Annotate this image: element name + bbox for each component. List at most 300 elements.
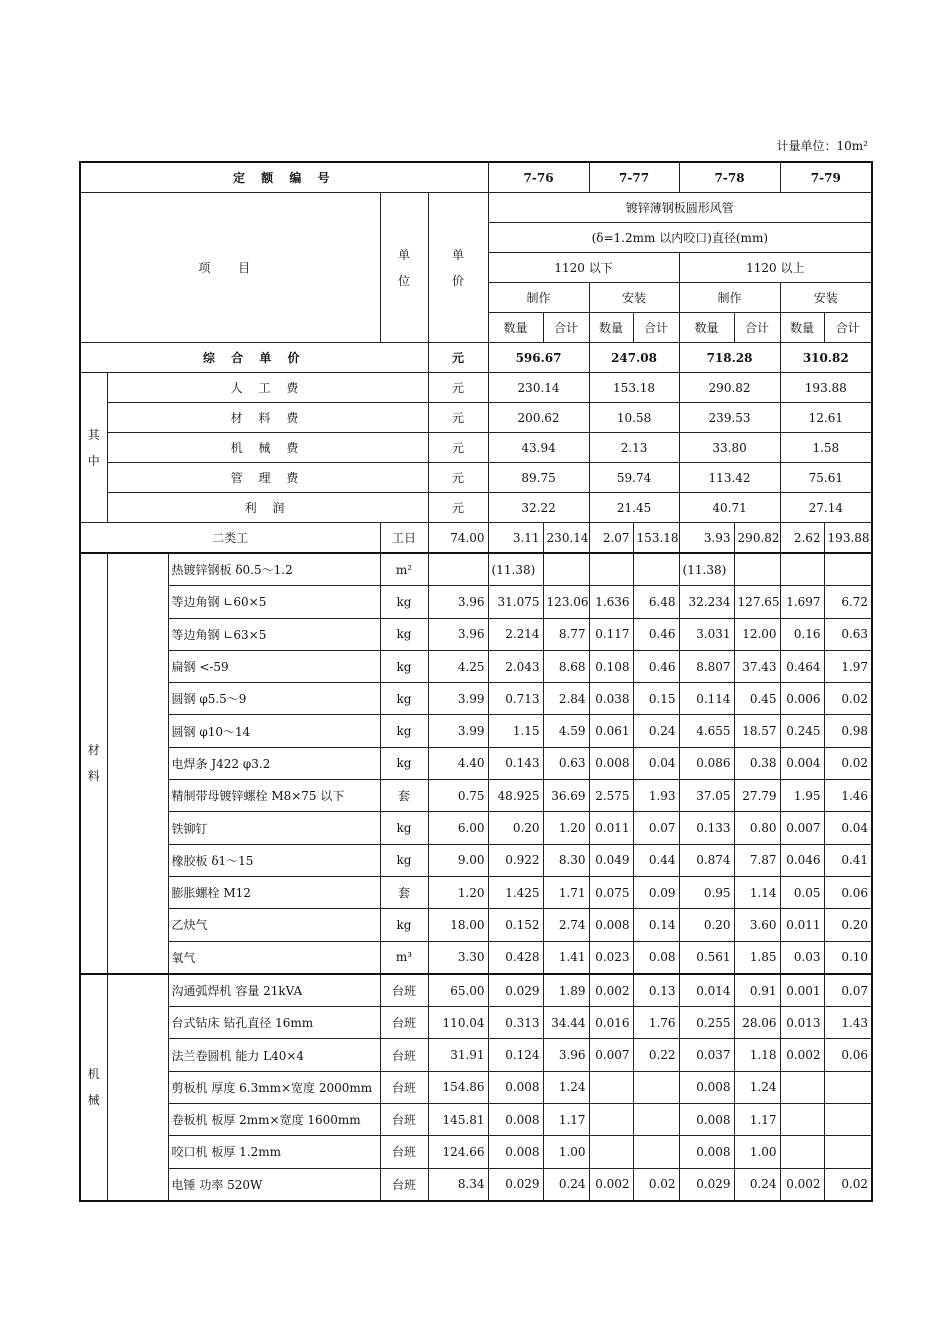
table-row	[80, 844, 872, 876]
product-subtitle: (δ=1.2mm 以内咬口)直径(mm)	[488, 223, 872, 253]
machinery-cell: 1.24	[734, 1071, 780, 1103]
materials-price: 3.99	[428, 715, 488, 747]
machinery-cell: 0.016	[589, 1007, 633, 1039]
materials-name: 扁钢 <-59	[168, 650, 380, 682]
materials-cell: (11.38)	[488, 553, 543, 586]
qty-header: 数量	[679, 313, 734, 343]
breakdown-unit: 元	[428, 463, 488, 493]
machinery-cell: 0.002	[589, 1168, 633, 1201]
materials-cell: 1.97	[824, 650, 872, 682]
breakdown-item: 人 工 费	[107, 373, 428, 403]
materials-cell: 0.09	[633, 876, 679, 908]
qty-header: 数量	[780, 313, 824, 343]
table-row	[80, 373, 872, 403]
materials-cell: 0.02	[824, 747, 872, 779]
materials-cell: 0.03	[780, 941, 824, 974]
machinery-cell: 0.029	[488, 974, 543, 1007]
machinery-cell: 0.002	[589, 974, 633, 1007]
table-row	[80, 812, 872, 844]
composite-unit: 元	[428, 343, 488, 373]
machinery-cell: 1.17	[734, 1104, 780, 1136]
breakdown-value: 32.22	[488, 493, 589, 523]
labor-cell: 230.14	[543, 523, 589, 554]
materials-cell: 1.71	[543, 876, 589, 908]
machinery-cell: 1.00	[734, 1136, 780, 1168]
sum-header: 合计	[824, 313, 872, 343]
materials-unit: kg	[380, 715, 428, 747]
materials-cell	[589, 553, 633, 586]
machinery-cell: 0.002	[780, 1039, 824, 1071]
labor-cell: 3.93	[679, 523, 734, 554]
materials-cell: 1.95	[780, 780, 824, 812]
materials-unit: kg	[380, 812, 428, 844]
table-row	[80, 1168, 872, 1201]
materials-cell: 2.84	[543, 683, 589, 715]
materials-cell: 0.061	[589, 715, 633, 747]
quota-code: 7-77	[589, 162, 679, 193]
operation-header: 制作	[488, 283, 589, 313]
materials-cell: 4.59	[543, 715, 589, 747]
materials-cell: 1.41	[543, 941, 589, 974]
breakdown-value: 193.88	[780, 373, 872, 403]
table-row	[80, 553, 872, 586]
machinery-price: 65.00	[428, 974, 488, 1007]
materials-cell: 0.95	[679, 876, 734, 908]
materials-cell: 37.05	[679, 780, 734, 812]
composite-price: 247.08	[589, 343, 679, 373]
machinery-cell: 0.008	[679, 1136, 734, 1168]
breakdown-value: 113.42	[679, 463, 780, 493]
materials-cell: 0.007	[780, 812, 824, 844]
machinery-name: 电锤 功率 520W	[168, 1168, 380, 1201]
materials-cell: 0.46	[633, 618, 679, 650]
materials-cell	[633, 553, 679, 586]
table-row	[80, 941, 872, 974]
materials-cell: 32.234	[679, 586, 734, 618]
breakdown-unit: 元	[428, 493, 488, 523]
breakdown-group-label: 其 中	[80, 373, 107, 523]
materials-unit: kg	[380, 618, 428, 650]
table-row	[80, 403, 872, 433]
machinery-cell: 0.255	[679, 1007, 734, 1039]
table-row	[80, 909, 872, 941]
machinery-name: 卷板机 板厚 2mm×宽度 1600mm	[168, 1104, 380, 1136]
materials-unit: kg	[380, 909, 428, 941]
materials-unit: kg	[380, 650, 428, 682]
breakdown-value: 27.14	[780, 493, 872, 523]
materials-cell: 0.80	[734, 812, 780, 844]
machinery-cell	[780, 1104, 824, 1136]
materials-price: 3.96	[428, 618, 488, 650]
materials-unit: 套	[380, 876, 428, 908]
machinery-cell: 0.002	[780, 1168, 824, 1201]
machinery-cell: 0.029	[488, 1168, 543, 1201]
materials-cell: 0.41	[824, 844, 872, 876]
materials-cell: 0.46	[633, 650, 679, 682]
materials-cell: 8.77	[543, 618, 589, 650]
materials-cell: 0.08	[633, 941, 679, 974]
machinery-group-label: 机 械	[80, 974, 107, 1201]
materials-cell: 0.20	[679, 909, 734, 941]
machinery-unit: 台班	[380, 1007, 428, 1039]
materials-cell: 0.046	[780, 844, 824, 876]
materials-cell: 4.655	[679, 715, 734, 747]
breakdown-value: 43.94	[488, 433, 589, 463]
table-row	[80, 683, 872, 715]
qty-header: 数量	[488, 313, 543, 343]
materials-name: 圆钢 φ10～14	[168, 715, 380, 747]
materials-cell: 0.086	[679, 747, 734, 779]
breakdown-value: 290.82	[679, 373, 780, 403]
materials-price: 0.75	[428, 780, 488, 812]
materials-cell: 0.133	[679, 812, 734, 844]
materials-cell: 0.04	[633, 747, 679, 779]
materials-cell: 123.06	[543, 586, 589, 618]
table-row	[80, 493, 872, 523]
table-row	[80, 162, 872, 193]
item-header: 项 目	[80, 193, 380, 343]
labor-cell: 2.07	[589, 523, 633, 554]
breakdown-value: 230.14	[488, 373, 589, 403]
materials-cell: 0.561	[679, 941, 734, 974]
breakdown-value: 33.80	[679, 433, 780, 463]
table-row	[80, 715, 872, 747]
machinery-unit: 台班	[380, 1136, 428, 1168]
labor-cell: 193.88	[824, 523, 872, 554]
materials-cell: 0.023	[589, 941, 633, 974]
labor-cell: 153.18	[633, 523, 679, 554]
sum-header: 合计	[734, 313, 780, 343]
materials-cell: 0.006	[780, 683, 824, 715]
unit-header: 单 位	[380, 193, 428, 343]
machinery-cell: 1.76	[633, 1007, 679, 1039]
materials-cell: 0.14	[633, 909, 679, 941]
machinery-cell	[633, 1071, 679, 1103]
materials-cell: 1.15	[488, 715, 543, 747]
materials-cell: 0.117	[589, 618, 633, 650]
materials-name: 精制带母镀锌螺栓 M8×75 以下	[168, 780, 380, 812]
materials-name: 氧气	[168, 941, 380, 974]
machinery-cell: 0.008	[488, 1104, 543, 1136]
machinery-cell: 0.008	[679, 1104, 734, 1136]
materials-cell: 0.428	[488, 941, 543, 974]
materials-cell: 0.63	[824, 618, 872, 650]
table-row	[80, 1039, 872, 1071]
quota-code-label: 定 额 编 号	[80, 162, 488, 193]
sum-header: 合计	[633, 313, 679, 343]
machinery-cell	[824, 1104, 872, 1136]
table-row	[80, 523, 872, 554]
table-row	[80, 876, 872, 908]
machinery-cell: 0.91	[734, 974, 780, 1007]
materials-cell: 6.72	[824, 586, 872, 618]
materials-price: 6.00	[428, 812, 488, 844]
breakdown-value: 40.71	[679, 493, 780, 523]
materials-cell: 1.697	[780, 586, 824, 618]
machinery-price: 145.81	[428, 1104, 488, 1136]
machinery-unit: 台班	[380, 1104, 428, 1136]
materials-cell: (11.38)	[679, 553, 734, 586]
materials-cell: 0.44	[633, 844, 679, 876]
materials-name: 铁铆钉	[168, 812, 380, 844]
materials-cell: 0.04	[824, 812, 872, 844]
materials-cell: 0.038	[589, 683, 633, 715]
machinery-cell: 0.124	[488, 1039, 543, 1071]
materials-cell: 0.075	[589, 876, 633, 908]
machinery-cell: 0.008	[488, 1136, 543, 1168]
labor-unit: 工日	[380, 523, 428, 554]
table-row	[80, 747, 872, 779]
machinery-unit: 台班	[380, 1039, 428, 1071]
materials-cell: 0.16	[780, 618, 824, 650]
machinery-cell: 0.007	[589, 1039, 633, 1071]
table-row	[80, 1071, 872, 1103]
breakdown-value: 1.58	[780, 433, 872, 463]
measurement-unit-note: 计量单位：10m²	[776, 139, 868, 153]
quota-code: 7-78	[679, 162, 780, 193]
machinery-cell	[589, 1136, 633, 1168]
materials-cell: 8.30	[543, 844, 589, 876]
materials-unit: m²	[380, 553, 428, 586]
product-title: 镀锌薄钢板圆形风管	[488, 193, 872, 223]
materials-cell: 2.74	[543, 909, 589, 941]
materials-price: 3.96	[428, 586, 488, 618]
materials-cell: 36.69	[543, 780, 589, 812]
machinery-cell: 1.17	[543, 1104, 589, 1136]
machinery-cell: 34.44	[543, 1007, 589, 1039]
machinery-cell	[589, 1071, 633, 1103]
table-row	[80, 1136, 872, 1168]
labor-cell: 3.11	[488, 523, 543, 554]
machinery-cell: 0.037	[679, 1039, 734, 1071]
breakdown-value: 21.45	[589, 493, 679, 523]
materials-cell: 0.008	[589, 747, 633, 779]
materials-cell: 27.79	[734, 780, 780, 812]
materials-cell: 0.922	[488, 844, 543, 876]
materials-cell: 0.63	[543, 747, 589, 779]
machinery-cell: 0.014	[679, 974, 734, 1007]
materials-cell: 0.152	[488, 909, 543, 941]
materials-cell: 48.925	[488, 780, 543, 812]
materials-cell: 6.48	[633, 586, 679, 618]
materials-cell: 0.05	[780, 876, 824, 908]
materials-cell	[734, 553, 780, 586]
machinery-cell: 0.24	[543, 1168, 589, 1201]
materials-cell: 0.07	[633, 812, 679, 844]
table-row	[80, 343, 872, 373]
breakdown-item: 利 润	[107, 493, 428, 523]
machinery-cell: 0.013	[780, 1007, 824, 1039]
operation-header: 安装	[780, 283, 872, 313]
machinery-cell: 0.008	[488, 1071, 543, 1103]
materials-cell: 0.114	[679, 683, 734, 715]
materials-cell: 3.031	[679, 618, 734, 650]
composite-price-label: 综 合 单 价	[80, 343, 428, 373]
qty-header: 数量	[589, 313, 633, 343]
table-row	[80, 618, 872, 650]
machinery-cell	[633, 1136, 679, 1168]
table-row	[80, 433, 872, 463]
machinery-name: 咬口机 板厚 1.2mm	[168, 1136, 380, 1168]
breakdown-value: 2.13	[589, 433, 679, 463]
breakdown-value: 200.62	[488, 403, 589, 433]
materials-name: 乙炔气	[168, 909, 380, 941]
machinery-cell	[780, 1136, 824, 1168]
price-header: 单 价	[428, 193, 488, 343]
breakdown-item: 管 理 费	[107, 463, 428, 493]
materials-cell: 3.60	[734, 909, 780, 941]
materials-cell: 127.65	[734, 586, 780, 618]
machinery-cell: 0.02	[824, 1168, 872, 1201]
machinery-unit: 台班	[380, 974, 428, 1007]
machinery-cell: 1.18	[734, 1039, 780, 1071]
materials-cell: 0.38	[734, 747, 780, 779]
breakdown-item: 材 料 费	[107, 403, 428, 433]
breakdown-unit: 元	[428, 373, 488, 403]
materials-price	[428, 553, 488, 586]
materials-cell: 0.245	[780, 715, 824, 747]
machinery-cell: 0.029	[679, 1168, 734, 1201]
materials-name: 圆钢 φ5.5～9	[168, 683, 380, 715]
breakdown-value: 75.61	[780, 463, 872, 493]
materials-cell: 0.008	[589, 909, 633, 941]
materials-cell: 0.10	[824, 941, 872, 974]
materials-cell: 0.108	[589, 650, 633, 682]
materials-cell: 0.011	[589, 812, 633, 844]
materials-price: 18.00	[428, 909, 488, 941]
materials-price: 3.30	[428, 941, 488, 974]
machinery-price: 154.86	[428, 1071, 488, 1103]
materials-cell: 0.20	[488, 812, 543, 844]
machinery-cell: 0.313	[488, 1007, 543, 1039]
machinery-cell: 1.43	[824, 1007, 872, 1039]
machinery-cell: 0.008	[679, 1071, 734, 1103]
materials-cell: 0.15	[633, 683, 679, 715]
labor-cell: 290.82	[734, 523, 780, 554]
materials-name: 等边角钢 ∟63×5	[168, 618, 380, 650]
materials-price: 1.20	[428, 876, 488, 908]
composite-price: 718.28	[679, 343, 780, 373]
materials-cell: 12.00	[734, 618, 780, 650]
labor-name: 二类工	[80, 523, 380, 554]
table-row	[80, 586, 872, 618]
table-row	[80, 193, 872, 223]
materials-cell	[824, 553, 872, 586]
materials-cell: 18.57	[734, 715, 780, 747]
table-row	[80, 1007, 872, 1039]
labor-cell: 2.62	[780, 523, 824, 554]
materials-cell: 1.425	[488, 876, 543, 908]
table-row	[80, 463, 872, 493]
quota-code: 7-76	[488, 162, 589, 193]
materials-unit: m³	[380, 941, 428, 974]
machinery-cell	[824, 1071, 872, 1103]
sum-header: 合计	[543, 313, 589, 343]
materials-cell: 1.85	[734, 941, 780, 974]
machinery-cell: 1.24	[543, 1071, 589, 1103]
materials-spacer	[107, 553, 168, 974]
machinery-unit: 台班	[380, 1071, 428, 1103]
materials-cell: 2.043	[488, 650, 543, 682]
materials-cell: 0.011	[780, 909, 824, 941]
materials-name: 橡胶板 δ1～15	[168, 844, 380, 876]
quota-code: 7-79	[780, 162, 872, 193]
materials-cell	[543, 553, 589, 586]
materials-cell: 1.93	[633, 780, 679, 812]
materials-cell: 2.214	[488, 618, 543, 650]
machinery-cell	[780, 1071, 824, 1103]
materials-unit: kg	[380, 683, 428, 715]
materials-cell: 1.20	[543, 812, 589, 844]
table-row	[80, 780, 872, 812]
breakdown-value: 89.75	[488, 463, 589, 493]
materials-cell: 8.68	[543, 650, 589, 682]
materials-cell: 0.24	[633, 715, 679, 747]
machinery-price: 124.66	[428, 1136, 488, 1168]
materials-cell: 0.45	[734, 683, 780, 715]
materials-cell: 0.02	[824, 683, 872, 715]
breakdown-value: 153.18	[589, 373, 679, 403]
materials-name: 热镀锌钢板 δ0.5～1.2	[168, 553, 380, 586]
machinery-cell	[589, 1104, 633, 1136]
size-group: 1120 以上	[679, 253, 872, 283]
table-row	[80, 974, 872, 1007]
machinery-cell	[633, 1104, 679, 1136]
materials-name: 膨胀螺栓 M12	[168, 876, 380, 908]
materials-cell: 0.049	[589, 844, 633, 876]
machinery-name: 法兰卷圆机 能力 L40×4	[168, 1039, 380, 1071]
machinery-cell: 0.24	[734, 1168, 780, 1201]
materials-cell: 0.713	[488, 683, 543, 715]
materials-cell: 1.14	[734, 876, 780, 908]
machinery-price: 110.04	[428, 1007, 488, 1039]
machinery-name: 沟通弧焊机 容量 21kVA	[168, 974, 380, 1007]
machinery-unit: 台班	[380, 1168, 428, 1201]
materials-price: 4.40	[428, 747, 488, 779]
breakdown-unit: 元	[428, 403, 488, 433]
machinery-spacer	[107, 974, 168, 1201]
labor-price: 74.00	[428, 523, 488, 554]
breakdown-value: 59.74	[589, 463, 679, 493]
machinery-price: 31.91	[428, 1039, 488, 1071]
materials-cell: 0.874	[679, 844, 734, 876]
materials-cell: 31.075	[488, 586, 543, 618]
materials-cell: 0.20	[824, 909, 872, 941]
machinery-cell: 1.89	[543, 974, 589, 1007]
materials-cell	[780, 553, 824, 586]
machinery-cell: 1.00	[543, 1136, 589, 1168]
materials-cell: 0.06	[824, 876, 872, 908]
table-row	[80, 1104, 872, 1136]
breakdown-item: 机 械 费	[107, 433, 428, 463]
breakdown-value: 10.58	[589, 403, 679, 433]
machinery-cell: 0.001	[780, 974, 824, 1007]
materials-unit: kg	[380, 747, 428, 779]
materials-unit: 套	[380, 780, 428, 812]
breakdown-value: 12.61	[780, 403, 872, 433]
breakdown-unit: 元	[428, 433, 488, 463]
materials-price: 4.25	[428, 650, 488, 682]
materials-cell: 0.98	[824, 715, 872, 747]
machinery-cell: 0.22	[633, 1039, 679, 1071]
machinery-cell: 0.13	[633, 974, 679, 1007]
materials-cell: 37.43	[734, 650, 780, 682]
quota-table	[79, 161, 873, 1202]
composite-price: 596.67	[488, 343, 589, 373]
materials-cell: 1.46	[824, 780, 872, 812]
materials-name: 等边角钢 ∟60×5	[168, 586, 380, 618]
machinery-cell: 3.96	[543, 1039, 589, 1071]
